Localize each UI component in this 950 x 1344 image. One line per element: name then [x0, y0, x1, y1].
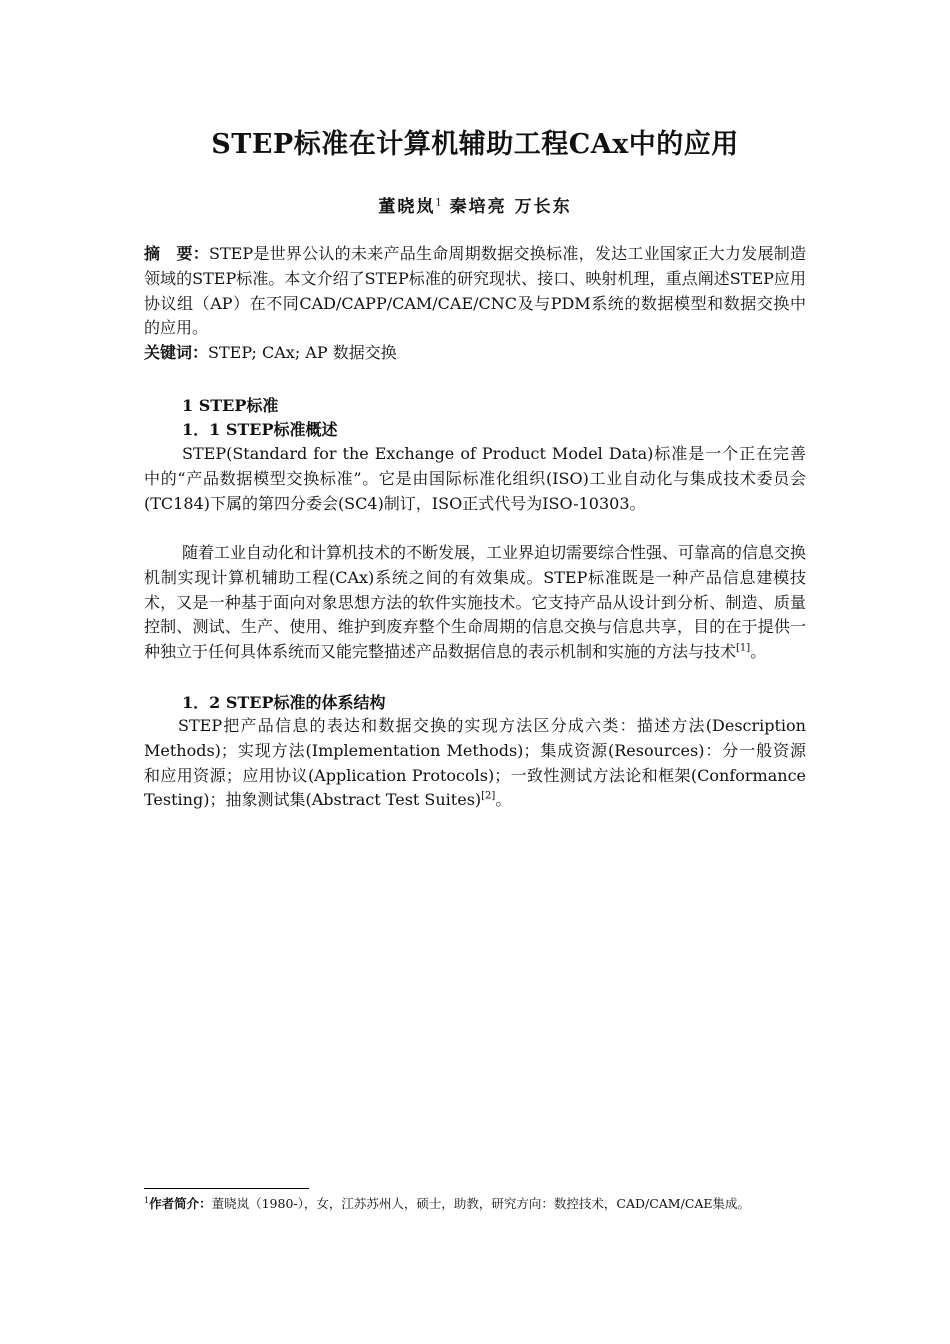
footnote-label: 作者简介： [149, 1196, 212, 1211]
footnote-mark: 1 [144, 1195, 150, 1205]
paragraph-text: STEP把产品信息的表达和数据交换的实现方法区分成六类：描述方法(Description Methods)；实现方法(Implementation Methods)；集成资源(Resources)：分一般资源和应用资源；应用协议(Application Protocols)；一致性测试方法论和框架(Conformance Testing)；抽象测试集(Abstract Test Suites) [144, 716, 806, 810]
footnote-text: 董晓岚（1980-），女，江苏苏州人，硕士，助教，研究方向：数控技术，CAD/CAM/CAE集成。 [211, 1196, 751, 1211]
author-others: 秦培亮 万长东 [441, 197, 572, 217]
author-line [0, 192, 950, 217]
paragraph-text: 随着工业自动化和计算机技术的不断发展，工业界迫切需要综合性强、可靠高的信息交换机制实现计算机辅助工程(CAx)系统之间的有效集成。STEP标准既是一种产品信息建模技术，又是一种基于面向对象思想方法的软件实施技术。它支持产品从设计到分析、制造、质量控制、测试、生产、使用、维护到废弃整个生命周期的信息交换与信息共享，目的在于提供一种独立于任何具体系统而又能完整描述产品数据信息的表示机制和实施的方法与技术 [144, 543, 807, 662]
footnote-divider [144, 1188, 309, 1189]
section-heading-1-1: 1．1 STEP标准概述 [182, 420, 338, 439]
footnote [144, 1194, 824, 1212]
paragraph-end: 。 [495, 790, 512, 810]
section-heading-1-2: 1．2 STEP标准的体系结构 [182, 693, 386, 712]
paragraph-step-development [144, 541, 806, 665]
author-affiliation-mark: 1 [435, 197, 442, 209]
abstract [144, 242, 806, 341]
author-first: 董晓岚 [378, 197, 436, 217]
paragraph-step-architecture [144, 714, 806, 813]
citation-ref: [1] [736, 642, 751, 654]
section-heading-1: 1 STEP标准 [182, 396, 279, 415]
citation-ref: [2] [481, 791, 496, 803]
keywords [144, 341, 806, 366]
keywords-label: 关键词： [144, 343, 209, 362]
paragraph-step-overview: STEP(Standard for the Exchange of Product Model Data)标准是一个正在完善中的“产品数据模型交换标准”。它是由国际标准化组织(ISO)工业自动化与集成技术委员会(TC184)下属的第四分委会(SC4)制订，ISO正式代号为ISO-10303。 [144, 444, 806, 513]
abstract-label: 摘 要： [144, 244, 210, 263]
paragraph-end: 。 [750, 642, 767, 662]
keywords-text: STEP; CAx; AP 数据交换 [208, 343, 397, 362]
abstract-text: STEP是世界公认的未来产品生命周期数据交换标准，发达工业国家正大力发展制造领域的STEP标准。本文介绍了STEP标准的研究现状、接口、映射机理，重点阐述STEP应用协议组（AP）在不同CAD/CAPP/CAM/CAE/CNC及与PDM系统的数据模型和数据交换中的应用。 [144, 244, 806, 338]
paper-title: STEP标准在计算机辅助工程CAx中的应用 [211, 129, 739, 160]
